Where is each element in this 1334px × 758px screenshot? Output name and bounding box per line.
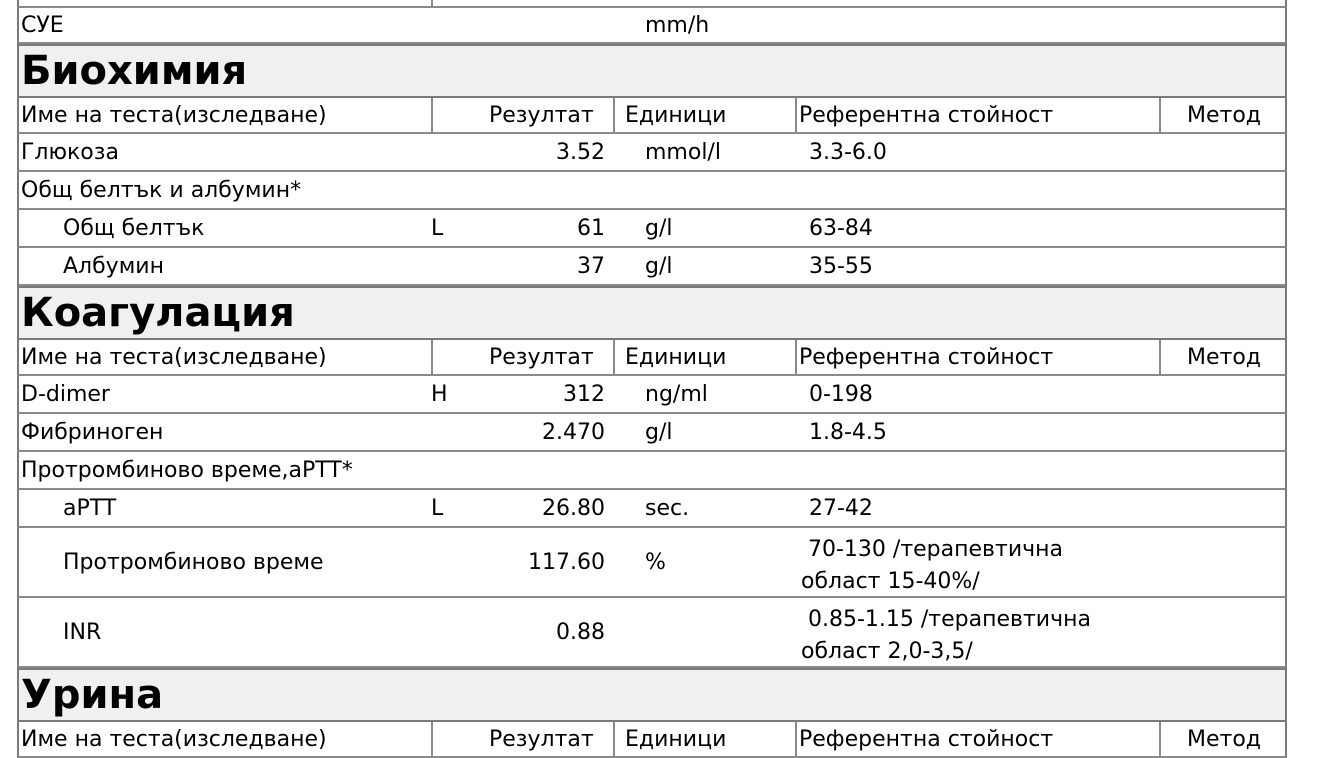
section-title-coagulation: Коагулация [17, 286, 1287, 340]
test-reference: 35-55 [809, 253, 873, 279]
reference-line-1: 70-130 /терапевтична [801, 537, 1063, 562]
table-row [17, 414, 1287, 452]
test-reference: 1.8-4.5 [809, 419, 887, 445]
column-separator [613, 98, 615, 132]
column-separator [795, 98, 797, 132]
test-result: 37 [577, 253, 605, 279]
table-row [17, 490, 1287, 528]
table-row-group [17, 452, 1287, 490]
column-separator [431, 340, 433, 374]
test-group-name: Общ белтък и албумин* [21, 177, 302, 203]
test-reference [801, 604, 1261, 666]
test-unit: % [645, 549, 666, 575]
test-unit: ng/ml [645, 381, 708, 407]
test-name: Фибриноген [21, 419, 164, 445]
test-unit: mm/h [645, 12, 710, 38]
column-separator [1159, 98, 1161, 132]
test-reference: 63-84 [809, 215, 873, 241]
column-separator [431, 0, 433, 6]
header-reference: Референтна стойност [799, 344, 1054, 370]
test-name: Глюкоза [21, 139, 119, 165]
column-header-row [17, 98, 1287, 134]
column-header-row [17, 340, 1287, 376]
section-title-urine: Урина [17, 668, 1287, 722]
test-result: 61 [577, 215, 605, 241]
reference-line-2: област 2,0-3,5/ [801, 639, 973, 664]
test-unit: g/l [645, 253, 673, 279]
header-reference: Референтна стойност [799, 102, 1054, 128]
test-reference: 0-198 [809, 381, 873, 407]
test-unit: mmol/l [645, 139, 721, 165]
test-result: 2.470 [542, 419, 605, 445]
header-name: Име на теста(изследване) [21, 102, 327, 128]
header-method: Метод [1187, 102, 1262, 128]
header-name: Име на теста(изследване) [21, 344, 327, 370]
header-units: Единици [625, 726, 727, 752]
column-separator [1159, 722, 1161, 756]
test-name: СУЕ [21, 12, 64, 38]
table-row [17, 134, 1287, 172]
test-result: 3.52 [556, 139, 605, 165]
test-flag: L [431, 495, 444, 521]
header-result: Резултат [489, 726, 594, 752]
table-row [17, 528, 1287, 598]
column-separator [1159, 340, 1161, 374]
lab-results-page [17, 0, 1287, 758]
table-row [17, 248, 1287, 286]
reference-line-2: област 15-40%/ [801, 569, 980, 594]
test-name: Албумин [63, 253, 164, 279]
test-result: 312 [563, 381, 605, 407]
header-units: Единици [625, 344, 727, 370]
header-result: Резултат [489, 344, 594, 370]
test-name: D-dimer [21, 381, 110, 407]
test-name: Протромбиново време [63, 549, 324, 575]
test-unit: g/l [645, 215, 673, 241]
column-separator [795, 722, 797, 756]
column-separator [613, 722, 615, 756]
test-reference: 27-42 [809, 495, 873, 521]
column-separator [795, 340, 797, 374]
column-separator [613, 340, 615, 374]
test-name: INR [63, 619, 102, 645]
test-flag: L [431, 215, 444, 241]
table-row-group [17, 172, 1287, 210]
test-result: 117.60 [528, 549, 605, 575]
section-title-biochemistry: Биохимия [17, 44, 1287, 98]
table-row [17, 210, 1287, 248]
test-result: 0.88 [556, 619, 605, 645]
column-separator [431, 722, 433, 756]
test-reference: 3.3-6.0 [809, 139, 887, 165]
test-name: aPTT [63, 495, 117, 521]
test-result: 26.80 [542, 495, 605, 521]
table-row [17, 8, 1287, 44]
header-method: Метод [1187, 344, 1262, 370]
test-flag: H [431, 381, 448, 407]
test-group-name: Протромбиново време,aPTT* [21, 457, 353, 483]
header-result: Резултат [489, 102, 594, 128]
partial-row [17, 0, 1287, 8]
reference-line-1: 0.85-1.15 /терапевтична [801, 607, 1091, 632]
header-reference: Референтна стойност [799, 726, 1054, 752]
table-row [17, 598, 1287, 668]
test-reference [801, 534, 1261, 596]
column-separator [431, 98, 433, 132]
header-units: Единици [625, 102, 727, 128]
test-unit: sec. [645, 495, 690, 521]
test-name: Общ белтък [63, 215, 205, 241]
header-name: Име на теста(изследване) [21, 726, 327, 752]
column-header-row [17, 722, 1287, 758]
header-method: Метод [1187, 726, 1262, 752]
table-row [17, 376, 1287, 414]
test-unit: g/l [645, 419, 673, 445]
